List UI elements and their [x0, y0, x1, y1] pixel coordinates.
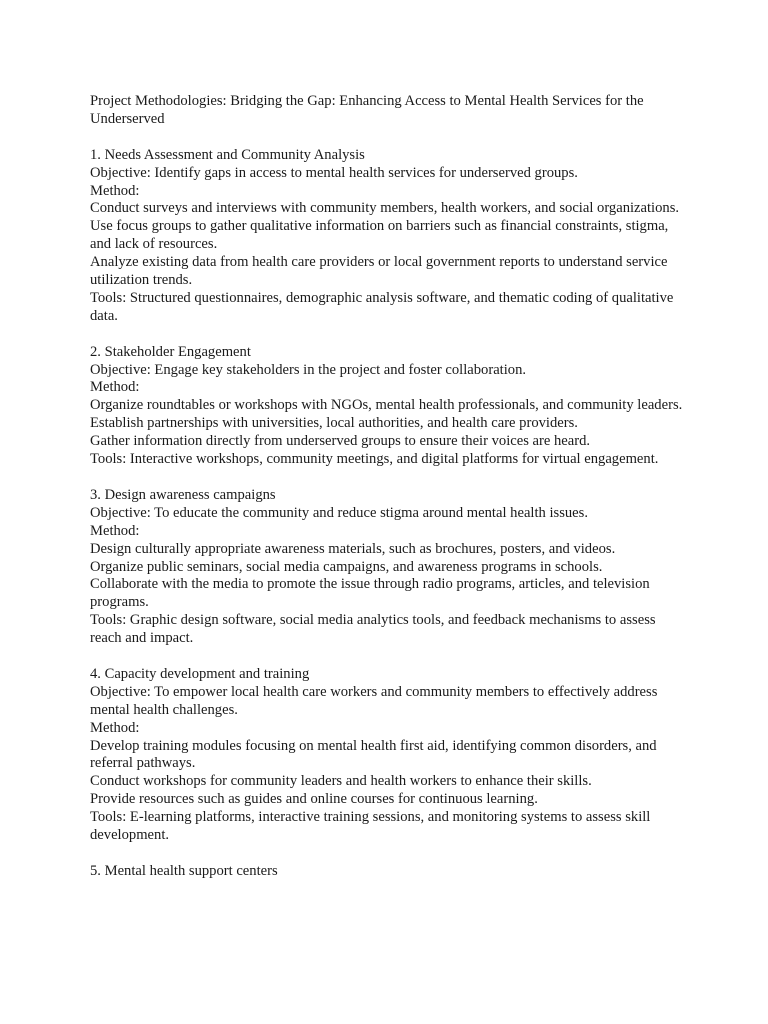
section-heading: 5. Mental health support centers [90, 862, 278, 879]
section-objective: Objective: Engage key stakeholders in the project and foster collaboration. [90, 361, 527, 378]
method-item: Develop training modules focusing on mental health first aid, identifying common disorders, and referral pathways. [90, 737, 657, 772]
section-support-centers [90, 863, 690, 881]
method-item: Analyze existing data from health care providers or local government reports to understand service utilization trends. [90, 254, 668, 289]
section-tools: Tools: Interactive workshops, community meetings, and digital platforms for virtual engagement. [90, 451, 659, 468]
method-item: Organize roundtables or workshops with NGOs, mental health professionals, and community leaders. [90, 397, 683, 414]
method-item: Use focus groups to gather qualitative information on barriers such as financial constraints, stigma, and lack of resources. [90, 218, 669, 253]
method-item: Organize public seminars, social media campaigns, and awareness programs in schools. [90, 558, 603, 575]
section-stakeholder-engagement [90, 344, 690, 469]
section-needs-assessment [90, 147, 690, 326]
section-objective: Objective: Identify gaps in access to mental health services for underserved groups. [90, 164, 578, 181]
section-objective: Objective: To educate the community and reduce stigma around mental health issues. [90, 504, 588, 521]
section-heading: 4. Capacity development and training [90, 665, 310, 682]
document-title: Project Methodologies: Bridging the Gap: Enhancing Access to Mental Health Services for the Underserved [90, 93, 644, 127]
section-tools: Tools: Structured questionnaires, demographic analysis software, and thematic coding of qualitative data. [90, 289, 674, 324]
section-heading: 3. Design awareness campaigns [90, 486, 276, 503]
section-objective: Objective: To empower local health care workers and community members to effectively address mental health challenges. [90, 683, 658, 718]
document-page [90, 93, 690, 899]
method-item: Conduct workshops for community leaders and health workers to enhance their skills. [90, 773, 592, 790]
section-heading: 1. Needs Assessment and Community Analysis [90, 146, 365, 163]
method-label: Method: [90, 182, 140, 199]
method-label: Method: [90, 379, 140, 396]
method-label: Method: [90, 522, 140, 539]
section-tools: Tools: Graphic design software, social media analytics tools, and feedback mechanisms to assess reach and impact. [90, 612, 656, 647]
section-awareness-campaigns [90, 487, 690, 648]
method-item: Collaborate with the media to promote the issue through radio programs, articles, and television programs. [90, 576, 650, 611]
method-label: Method: [90, 719, 140, 736]
section-heading: 2. Stakeholder Engagement [90, 343, 251, 360]
section-capacity-development [90, 666, 690, 845]
method-item: Establish partnerships with universities, local authorities, and health care providers. [90, 415, 578, 432]
method-item: Design culturally appropriate awareness materials, such as brochures, posters, and videos. [90, 540, 616, 557]
section-tools: Tools: E-learning platforms, interactive training sessions, and monitoring systems to assess skill development. [90, 809, 651, 844]
method-item: Provide resources such as guides and online courses for continuous learning. [90, 791, 538, 808]
method-item: Gather information directly from underserved groups to ensure their voices are heard. [90, 433, 591, 450]
method-item: Conduct surveys and interviews with community members, health workers, and social organizations. [90, 200, 680, 217]
